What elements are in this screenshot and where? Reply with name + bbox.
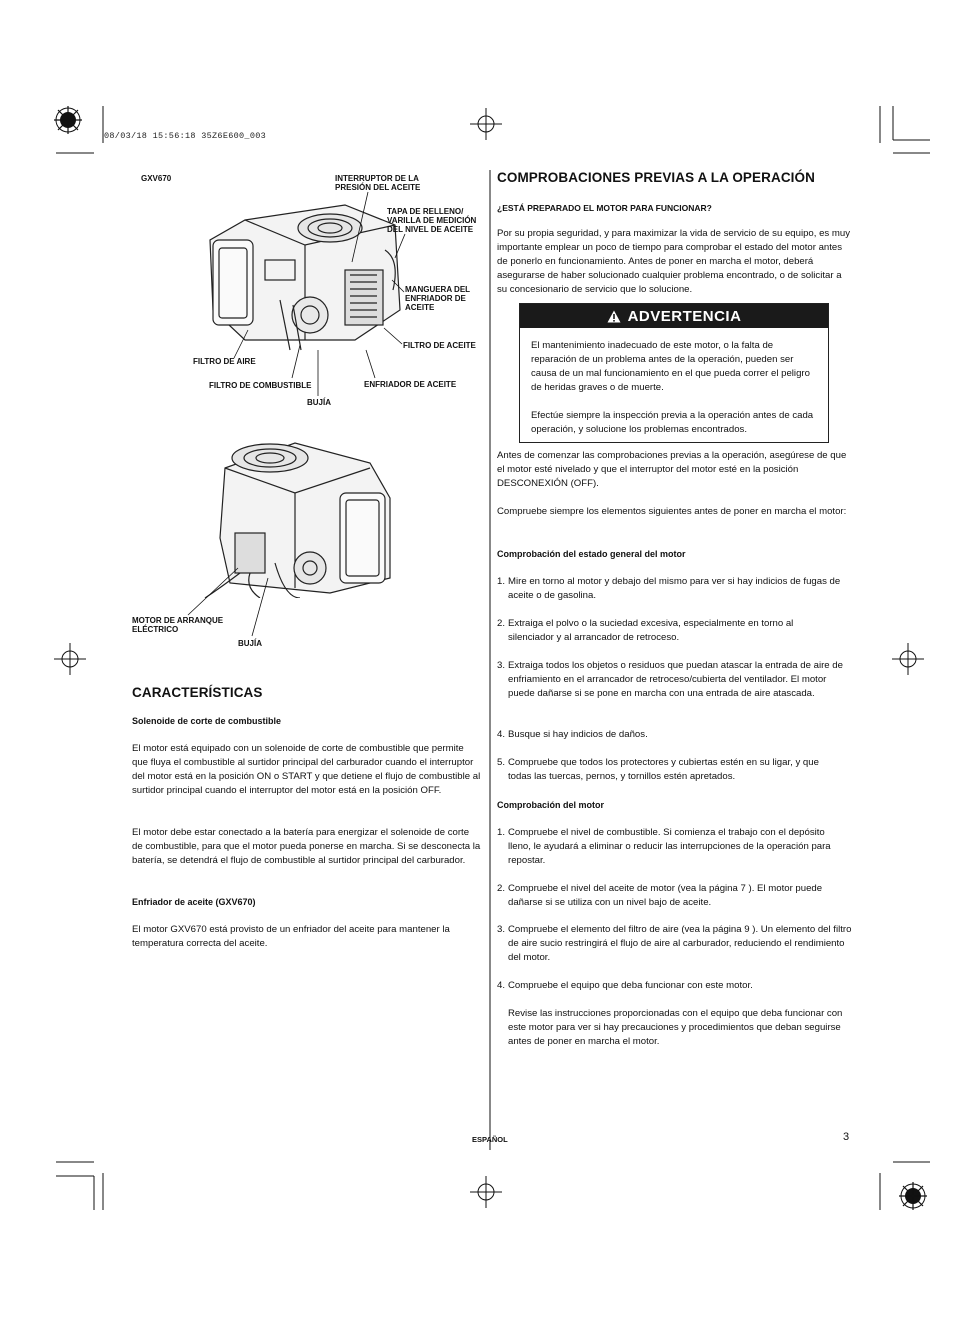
warning-paragraph-1: El mantenimiento inadecuado de este motor, o la falta de reparación de un problema antes de la operación, pueden ser causa de un mal funcionamiento en el que pueda correr el peligro de heridas graves o de muerte. — [531, 340, 810, 393]
general-item: 4. Busque si hay indicios de daños. — [497, 729, 648, 740]
label-enfriador: ENFRIADOR DE ACEITE — [364, 380, 457, 389]
general-item: 1. Mire en torno al motor y debajo del mismo para ver si hay indicios de fugas de aceite o de gasolina. — [497, 576, 841, 601]
warning-paragraph-2: Efectúe siempre la inspección previa a la operación antes de cada operación, y solucione los problemas encontrados. — [531, 410, 814, 435]
comprobaciones-heading: COMPROBACIONES PREVIAS A LA OPERACIÓN — [497, 170, 815, 185]
label-bujia-2: BUJÍA — [238, 639, 263, 648]
enfriador-subheading: Enfriador de aceite (GXV670) — [132, 897, 256, 907]
solenoide-subheading: Solenoide de corte de combustible — [132, 716, 282, 726]
label-bujia-1: BUJÍA — [307, 398, 332, 407]
label-tapa-relleno: TAPA DE RELLENO/ VARILLA DE MEDICIÓN DEL NIVEL DE ACEITE — [387, 207, 477, 234]
label-interruptor: INTERRUPTOR DE LA PRESIÓN DEL ACEITE — [335, 174, 421, 192]
footer-language: ESPAÑOL — [472, 1135, 508, 1144]
motor-subheading: Comprobación del motor — [497, 800, 605, 810]
motor-item: 3. Compruebe el elemento del filtro de aire (vea la página 9 ). Un elemento del filtro de aire sucio restringirá el flujo de aire al carburador, reduciendo el rendimiento del motor. — [497, 924, 852, 963]
page-number: 3 — [843, 1131, 850, 1143]
label-filtro-aire: FILTRO DE AIRE — [193, 357, 256, 366]
label-filtro-aceite: FILTRO DE ACEITE — [403, 341, 476, 350]
warning-triangle-icon — [607, 310, 621, 323]
figure1-model-label: GXV670 — [141, 174, 172, 183]
solenoide-paragraph-2: El motor debe estar conectado a la batería para energizar el solenoide de corte de combustible, para que el motor pueda ponerse en marcha. Si se desconecta la batería, se detendrá el flujo de combustible al surtidor principal del carburador. — [132, 827, 481, 866]
print-timestamp: 08/03/18 15:56:18 35Z6E600_003 — [104, 131, 267, 141]
motor-item: 1. Compruebe el nivel de combustible. Si comienza el trabajo con el depósito lleno, le ayudará a eliminar o reducir las interrupciones de la operación para repostar. — [497, 827, 831, 866]
intro-paragraph: Por su propia seguridad, y para maximizar la vida de servicio de su equipo, es muy importante emplear un poco de tiempo para comprobar el estado del motor antes de ponerlo en funcionamiento. Antes de poner en marcha el motor, deberá asegurarse de haber solucionado cualquier problema encontrado, o de solicitar a su concesionario de servicio que lo solucione. — [497, 228, 851, 295]
motor-item: 4. Compruebe el equipo que deba funcionar con este motor. — [497, 980, 753, 991]
general-item: 3. Extraiga todos los objetos o residuos que puedan atascar la entrada de aire de enfriamiento en el arrancador de retroceso/cubierta del ventilador. El motor puede dañarse si se pone en marcha con una entrada de aire atascada. — [497, 660, 843, 699]
general-subheading: Comprobación del estado general del motor — [497, 549, 686, 559]
general-item: 5. Compruebe que todos los protectores y cubiertas estén en su ligar, y que todas las tuercas, pernos, y tornillos estén apretados. — [497, 757, 819, 782]
label-filtro-combustible: FILTRO DE COMBUSTIBLE — [209, 381, 312, 390]
caracteristicas-heading: CARACTERÍSTICAS — [132, 685, 263, 700]
solenoide-paragraph-1: El motor está equipado con un solenoide de corte de combustible que permite que fluya el combustible al surtidor principal del carburador cuando el interruptor del motor está en la posición ON o START y que detiene el flujo de combustible al surtidor principal cuando el interruptor del motor está en la posición OFF. — [132, 743, 481, 796]
preparado-question: ¿ESTÁ PREPARADO EL MOTOR PARA FUNCIONAR? — [497, 203, 712, 213]
registration-mark-bottom — [470, 1176, 502, 1208]
warning-header — [520, 304, 828, 328]
motor-note: Revise las instrucciones proporcionadas con el equipo que deba funcionar con este motor para ver si hay precauciones y procedimientos que deban seguirse antes de poner en marcha el motor. — [508, 1008, 843, 1047]
label-motor-arranque: MOTOR DE ARRANQUE ELÉCTRICO — [132, 616, 224, 634]
check-paragraph: Compruebe siempre los elementos siguientes antes de poner en marcha el motor: — [497, 506, 847, 517]
motor-item: 2. Compruebe el nivel del aceite de motor (vea la página 7 ). El motor puede dañarse si se utiliza con un nivel bajo de aceite. — [497, 883, 823, 908]
warning-box — [519, 303, 829, 443]
general-item: 2. Extraiga el polvo o la suciedad excesiva, especialmente en torno al silenciador y al arrancador de retroceso. — [497, 618, 794, 643]
label-manguera: MANGUERA DEL ENFRIADOR DE ACEITE — [405, 285, 470, 312]
before-paragraph: Antes de comenzar las comprobaciones previas a la operación, asegúrese de que el motor esté nivelado y que el interruptor del motor esté en la posición DESCONEXIÓN (OFF). — [497, 450, 847, 489]
warning-title: ADVERTENCIA — [627, 307, 742, 325]
enfriador-paragraph: El motor GXV670 está provisto de un enfriador del aceite para mantener la temperatura correcta del aceite. — [132, 924, 450, 949]
color-target-bottom-right — [899, 1182, 927, 1210]
